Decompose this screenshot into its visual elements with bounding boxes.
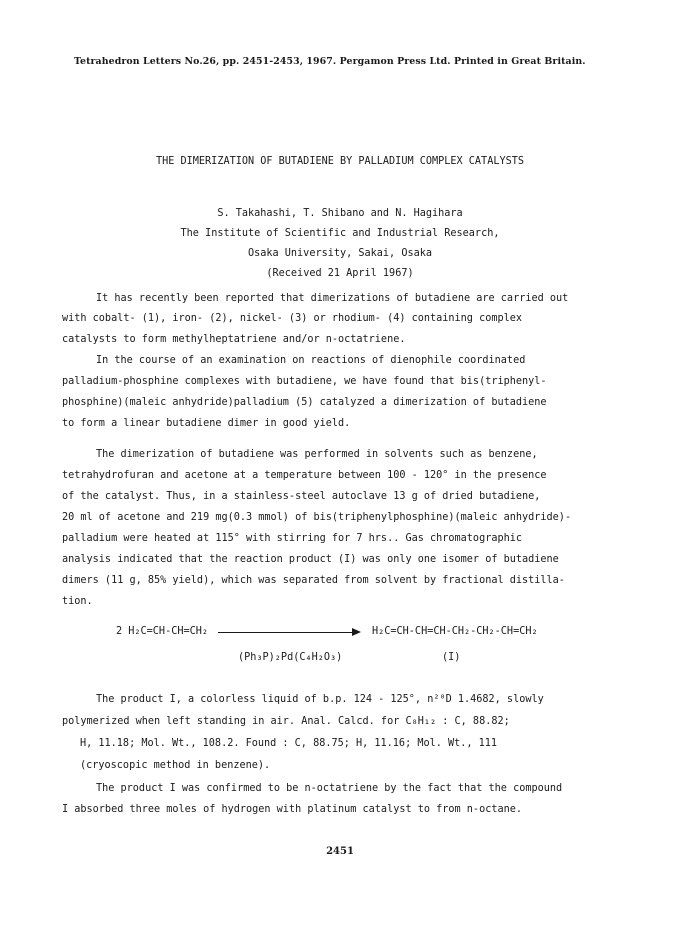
- product-formula: H₂C=CH-CH=CH-CH₂-CH₂-CH=CH₂: [372, 626, 538, 637]
- article-title: THE DIMERIZATION OF BUTADIENE BY PALLADIUM COMPLEX CATALYSTS: [155, 156, 524, 167]
- text-line: The dimerization of butadiene was performed in solvents such as benzene,: [96, 449, 538, 460]
- text-line: The product I was confirmed to be n-octatriene by the fact that the compound: [96, 783, 563, 794]
- text-line: palladium were heated at 115° with stirring for 7 hrs.. Gas chromatographic: [62, 533, 523, 544]
- text-line: polymerized when left standing in air. Anal. Calcd. for C₈H₁₂ : C, 88.82;: [62, 716, 510, 727]
- reaction-arrowhead: [352, 628, 361, 636]
- text-line: tetrahydrofuran and acetone at a temperature between 100 - 120° in the presence: [62, 470, 547, 481]
- affiliation-line-2: Osaka University, Sakai, Osaka: [247, 248, 432, 259]
- affiliation-line-1: The Institute of Scientific and Industrial Research,: [180, 228, 500, 239]
- text-line: 20 ml of acetone and 219 mg(0.3 mmol) of bis(triphenylphosphine)(maleic anhydride)-: [62, 512, 572, 523]
- authors: S. Takahashi, T. Shibano and N. Hagihara: [217, 208, 463, 219]
- text-line: phosphine)(maleic anhydride)palladium (5) catalyzed a dimerization of butadiene: [62, 397, 547, 408]
- text-line: H, 11.18; Mol. Wt., 108.2. Found : C, 88.75; H, 11.16; Mol. Wt., 111: [80, 738, 498, 749]
- text-line: palladium-phosphine complexes with butadiene, we have found that bis(triphenyl-: [62, 376, 547, 387]
- text-line: analysis indicated that the reaction product (I) was only one isomer of butadiene: [62, 554, 559, 565]
- text-line: dimers (11 g, 85% yield), which was separated from solvent by fractional distilla-: [62, 575, 565, 586]
- text-line: (cryoscopic method in benzene).: [80, 760, 271, 771]
- page-number: 2451: [326, 846, 354, 857]
- text-line: tion.: [62, 596, 93, 607]
- journal-header: Tetrahedron Letters No.26, pp. 2451-2453, 1967. Pergamon Press Ltd. Printed in Great Britain.: [74, 56, 586, 67]
- reactant-formula: 2 H₂C=CH-CH=CH₂: [116, 626, 209, 637]
- text-line: of the catalyst. Thus, in a stainless-steel autoclave 13 g of dried butadiene,: [62, 491, 541, 502]
- product-label: (I): [442, 652, 461, 663]
- text-line: It has recently been reported that dimerizations of butadiene are carried out: [96, 293, 569, 304]
- text-line: to form a linear butadiene dimer in good yield.: [62, 418, 351, 429]
- text-line: catalysts to form methylheptatriene and/or n-octatriene.: [62, 334, 406, 345]
- catalyst-formula: (Ph₃P)₂Pd(C₄H₂O₃): [238, 652, 343, 663]
- text-line: The product I, a colorless liquid of b.p. 124 - 125°, n²⁰D 1.4682, slowly: [96, 694, 544, 705]
- text-line: I absorbed three moles of hydrogen with platinum catalyst to from n-octane.: [62, 804, 523, 815]
- text-line: In the course of an examination on reactions of dienophile coordinated: [96, 355, 526, 366]
- received-date: (Received 21 April 1967): [266, 268, 414, 279]
- text-line: with cobalt- (1), iron- (2), nickel- (3) or rhodium- (4) containing complex: [62, 313, 523, 324]
- reaction-arrow: [218, 632, 356, 633]
